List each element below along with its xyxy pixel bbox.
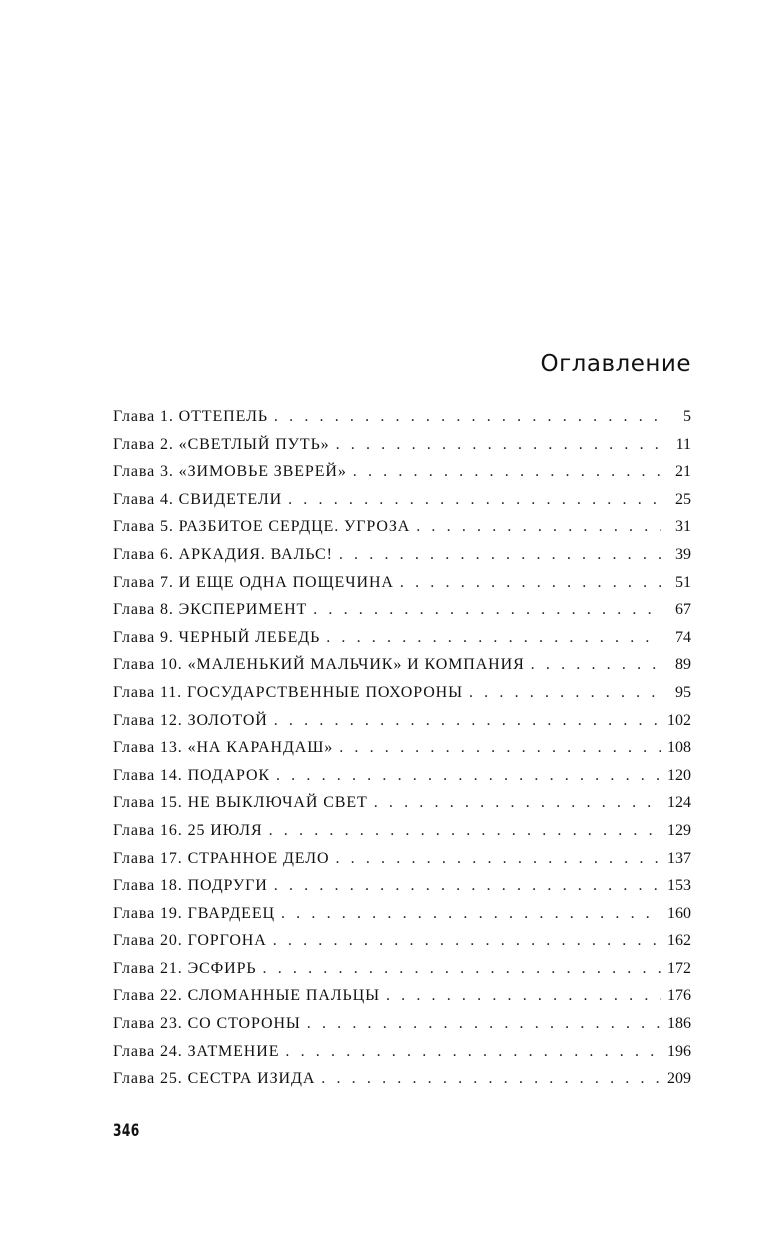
toc-entry-page: 162	[667, 932, 691, 950]
dot-leader	[339, 739, 661, 757]
toc-entry-title: Глава 1. ОТТЕПЕЛЬ	[113, 408, 268, 425]
toc-entry-page: 124	[667, 794, 691, 812]
toc-entry-title: Глава 8. ЭКСПЕРИМЕНТ	[113, 601, 308, 619]
dot-leader	[281, 905, 661, 923]
toc-entry[interactable]	[113, 905, 691, 933]
toc-entry[interactable]	[113, 794, 691, 822]
dot-leader	[326, 629, 661, 647]
toc-entry-title: Глава 13. «НА КАРАНДАШ»	[113, 739, 334, 757]
toc-entry[interactable]	[113, 463, 691, 491]
dot-leader	[416, 518, 661, 536]
toc-entry-title: Глава 21. ЭСФИРЬ	[113, 959, 257, 977]
toc-entry-page: 39	[675, 545, 691, 563]
toc-entry-page: 108	[667, 739, 691, 757]
toc-entry[interactable]	[113, 574, 691, 602]
toc-entry[interactable]	[113, 850, 691, 878]
toc-entry-page: 137	[667, 849, 691, 867]
toc-entry-page: 186	[667, 1015, 691, 1033]
toc-entry-title: Глава 11. ГОСУДАРСТВЕННЫЕ ПОХОРОНЫ	[113, 683, 463, 701]
toc-entry[interactable]	[113, 436, 691, 464]
toc-entry-page: 160	[667, 904, 691, 922]
toc-entry-page: 74	[675, 628, 691, 646]
toc-entry-page: 196	[667, 1042, 691, 1060]
toc-entry-title: Глава 14. ПОДАРОК	[113, 766, 270, 784]
dot-leader	[276, 767, 661, 785]
toc-entry-page: 129	[667, 821, 691, 839]
toc-entry-page: 5	[683, 408, 691, 425]
dot-leader	[386, 987, 661, 1005]
dot-leader	[353, 463, 661, 481]
toc-entry-page: 102	[667, 711, 691, 729]
toc-entry[interactable]	[113, 518, 691, 546]
toc-entry-page: 51	[675, 573, 691, 591]
dot-leader	[336, 436, 661, 454]
toc-entry-title: Глава 18. ПОДРУГИ	[113, 877, 268, 895]
dot-leader	[339, 546, 661, 564]
dot-leader	[285, 1043, 661, 1061]
toc-entry-title: Глава 5. РАЗБИТОЕ СЕРДЦЕ. УГРОЗА	[113, 518, 411, 536]
toc-entry[interactable]	[113, 822, 691, 850]
toc-entry[interactable]	[113, 767, 691, 795]
toc-entry-page: 25	[675, 490, 691, 508]
toc-entry[interactable]	[113, 1070, 691, 1098]
table-of-contents	[113, 408, 691, 1098]
dot-leader	[269, 822, 661, 840]
toc-entry[interactable]	[113, 629, 691, 657]
toc-title: Оглавление	[540, 351, 691, 377]
toc-entry-page: 89	[675, 656, 691, 674]
toc-entry-page: 67	[675, 601, 691, 619]
toc-entry[interactable]	[113, 739, 691, 767]
toc-entry-title: Глава 16. 25 ИЮЛЯ	[113, 821, 263, 839]
toc-entry[interactable]	[113, 1043, 691, 1071]
dot-leader	[274, 712, 661, 730]
dot-leader	[400, 574, 661, 592]
toc-entry-title: Глава 24. ЗАТМЕНИЕ	[113, 1042, 280, 1060]
toc-entry-page: 176	[667, 987, 691, 1005]
toc-entry-title: Глава 23. СО СТОРОНЫ	[113, 1015, 301, 1033]
toc-entry[interactable]	[113, 546, 691, 574]
toc-entry-page: 172	[667, 959, 691, 977]
toc-entry-page: 95	[675, 683, 691, 701]
toc-entry-title: Глава 4. СВИДЕТЕЛИ	[113, 490, 283, 508]
dot-leader	[274, 877, 661, 895]
toc-entry[interactable]	[113, 684, 691, 712]
toc-entry-title: Глава 25. СЕСТРА ИЗИДА	[113, 1070, 316, 1088]
toc-entry-page: 120	[667, 766, 691, 784]
toc-entry-page: 31	[675, 518, 691, 536]
dot-leader	[531, 656, 661, 674]
toc-entry-title: Глава 19. ГВАРДЕЕЦ	[113, 904, 275, 922]
toc-entry-title: Глава 17. СТРАННОЕ ДЕЛО	[113, 849, 330, 867]
toc-entry[interactable]	[113, 491, 691, 519]
toc-entry-page: 11	[675, 435, 691, 453]
toc-entry[interactable]	[113, 987, 691, 1015]
toc-entry[interactable]	[113, 932, 691, 960]
toc-entry-title: Глава 3. «ЗИМОВЬЕ ЗВЕРЕЙ»	[113, 463, 347, 481]
toc-entry-page: 21	[675, 463, 691, 481]
dot-leader	[313, 601, 661, 619]
toc-entry[interactable]	[113, 601, 691, 629]
dot-leader	[374, 794, 661, 812]
dot-leader	[335, 850, 661, 868]
toc-entry[interactable]	[113, 656, 691, 684]
toc-entry[interactable]	[113, 712, 691, 740]
toc-entry-title: Глава 2. «СВЕТЛЫЙ ПУТЬ»	[113, 435, 330, 453]
dot-leader	[274, 408, 661, 426]
toc-entry-title: Глава 12. ЗОЛОТОЙ	[113, 711, 268, 729]
toc-entry[interactable]	[113, 1015, 691, 1043]
toc-entry[interactable]	[113, 960, 691, 988]
dot-leader	[307, 1015, 661, 1033]
dot-leader	[273, 932, 661, 950]
toc-entry-title: Глава 7. И ЕЩЕ ОДНА ПОЩЕЧИНА	[113, 573, 394, 591]
page-number: 346	[113, 1121, 140, 1141]
toc-entry-title: Глава 10. «МАЛЕНЬКИЙ МАЛЬЧИК» И КОМПАНИЯ	[113, 656, 525, 674]
toc-entry-title: Глава 22. СЛОМАННЫЕ ПАЛЬЦЫ	[113, 987, 380, 1005]
toc-entry[interactable]	[113, 877, 691, 905]
toc-entry-title: Глава 20. ГОРГОНА	[113, 932, 267, 950]
dot-leader	[288, 491, 661, 509]
toc-entry-page: 209	[667, 1070, 691, 1088]
toc-entry[interactable]	[113, 408, 691, 436]
toc-entry-title: Глава 6. АРКАДИЯ. ВАЛЬС!	[113, 545, 333, 563]
toc-entry-title: Глава 9. ЧЕРНЫЙ ЛЕБЕДЬ	[113, 628, 321, 646]
toc-entry-title: Глава 15. НЕ ВЫКЛЮЧАЙ СВЕТ	[113, 794, 368, 812]
dot-leader	[469, 684, 661, 702]
toc-entry-page: 153	[667, 877, 691, 895]
dot-leader	[321, 1070, 661, 1088]
dot-leader	[263, 960, 662, 978]
